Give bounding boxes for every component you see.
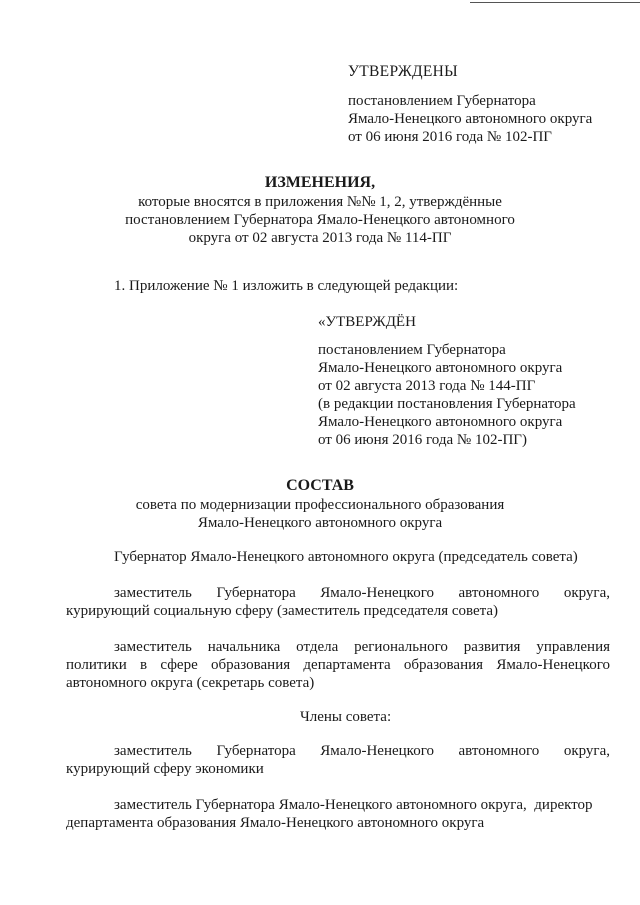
approval2-line: Ямало-Ненецкого автономного округа xyxy=(318,414,563,430)
member1-line1 xyxy=(114,742,610,760)
approval2-line: от 06 июня 2016 года № 102-ПГ) xyxy=(318,432,527,448)
composition-line: Ямало-Ненецкого автономного округа xyxy=(197,515,443,531)
word: автономного xyxy=(458,585,540,601)
word: округа, xyxy=(563,585,610,601)
approval2-line: Ямало-Ненецкого автономного округа xyxy=(318,360,563,376)
word: Губернатора xyxy=(216,585,296,601)
word: Ямало-Ненецкого xyxy=(320,585,434,601)
changes-line: которые вносятся в приложения №№ 1, 2, утверждённые xyxy=(138,194,502,210)
word: заместитель xyxy=(114,743,192,759)
changes-line: постановлением Губернатора Ямало-Ненецкого автономного xyxy=(125,212,515,228)
member2-line2: департамента образования Ямало-Ненецкого автономного округа xyxy=(66,815,485,831)
member1-line2: курирующий сферу экономики xyxy=(66,761,264,777)
deputy-chair-line1 xyxy=(114,584,610,602)
approval2-line: от 02 августа 2013 года № 144-ПГ xyxy=(318,378,536,394)
top-rule xyxy=(470,2,640,3)
approval2-line: постановлением Губернатора xyxy=(318,342,506,358)
composition-line: совета по модернизации профессионального образования xyxy=(135,497,505,513)
chair-entry: Губернатор Ямало-Ненецкого автономного округа (председатель совета) xyxy=(114,549,578,565)
approval2-title: «УТВЕРЖДЁН xyxy=(318,314,416,330)
approval-line: от 06 июня 2016 года № 102-ПГ xyxy=(348,129,552,145)
approval-title: УТВЕРЖДЕНЫ xyxy=(348,63,458,80)
approval-line: Ямало-Ненецкого автономного округа xyxy=(348,111,593,127)
deputy-chair-line2: курирующий социальную сферу (заместитель председателя совета) xyxy=(66,603,499,619)
word: автономного xyxy=(458,743,540,759)
changes-title: ИЗМЕНЕНИЯ, xyxy=(264,174,376,191)
word: Губернатора xyxy=(216,743,296,759)
member2-line1: заместитель Губернатора Ямало-Ненецкого автономного округа, директор xyxy=(114,797,593,813)
item-1: 1. Приложение № 1 изложить в следующей редакции: xyxy=(114,278,459,294)
approval-line: постановлением Губернатора xyxy=(348,93,536,109)
composition-title: СОСТАВ xyxy=(286,477,354,494)
word: округа, xyxy=(563,743,610,759)
approval2-line: (в редакции постановления Губернатора xyxy=(318,396,576,412)
word: Ямало-Ненецкого xyxy=(320,743,434,759)
changes-line: округа от 02 августа 2013 года № 114-ПГ xyxy=(188,230,452,246)
secretary-entry: заместитель начальника отдела регионального развития управления политики в сфере образования департамента образования Ямало-Ненецкого автономного округа (секретарь совета) xyxy=(66,639,610,691)
members-heading: Члены совета: xyxy=(300,709,392,725)
word: заместитель xyxy=(114,585,192,601)
